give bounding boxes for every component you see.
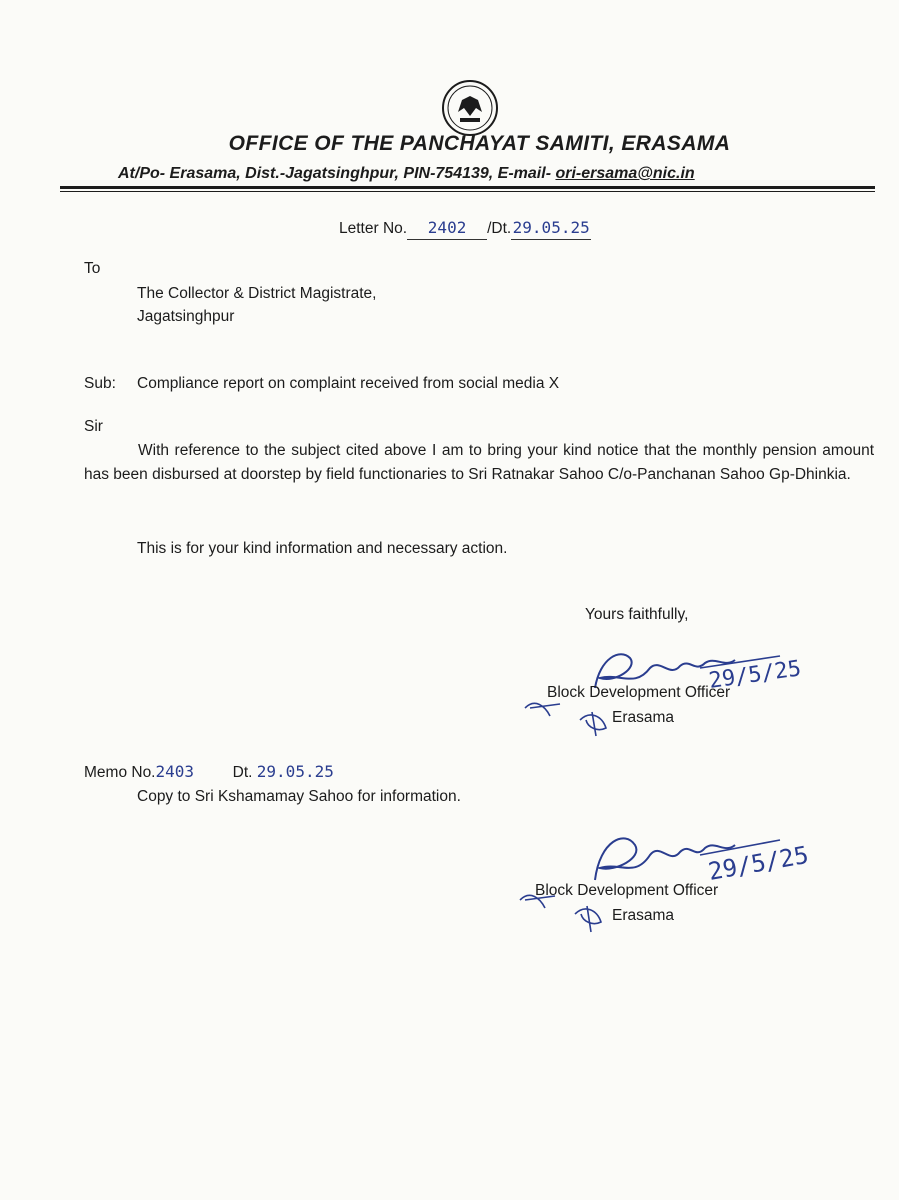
memo-no-label: Memo No.: [84, 764, 156, 781]
subject-text: Compliance report on complaint received from social media X: [137, 375, 560, 392]
salutation: Sir: [84, 418, 103, 435]
to-label: To: [84, 260, 101, 277]
header-rule-thick: [60, 186, 875, 189]
signature-2: [515, 810, 845, 940]
office-address: [118, 165, 695, 183]
subject-label: Sub:: [84, 375, 116, 392]
letter-date-value: 29.05.25: [511, 216, 591, 240]
memo-date-value: 29.05.25: [256, 762, 334, 781]
addressee-line-1: The Collector & District Magistrate,: [137, 285, 377, 302]
closing-line: This is for your kind information and necessary action.: [137, 540, 508, 557]
place-2: Erasama: [612, 907, 675, 924]
memo-date-label: Dt.: [232, 764, 253, 781]
memo-no-value: 2403: [155, 762, 195, 781]
yours-faithfully: Yours faithfully,: [585, 606, 689, 623]
body-paragraph: With reference to the subject cited above I am to bring your kind notice that the monthly pension amount has been disbursed at doorstep by field functionaries to Sri Ratnakar Sahoo C/o-Panchanan Sahoo Gp-Dhinkia.: [84, 442, 874, 483]
email-link[interactable]: ori-ersama@nic.in: [555, 165, 695, 182]
designation-1: Block Development Officer: [547, 684, 731, 701]
state-emblem-icon: [440, 78, 500, 138]
svg-text:29/5/25: 29/5/25: [707, 656, 803, 694]
place-1: Erasama: [612, 709, 675, 726]
letter-number-line: [339, 216, 591, 240]
office-title: OFFICE OF THE PANCHAYAT SAMITI, ERASAMA: [228, 132, 731, 155]
letter-no-value: 2402: [407, 216, 487, 240]
copy-to-line: Copy to Sri Kshamamay Sahoo for information.: [137, 788, 461, 805]
svg-text:29/5/25: 29/5/25: [706, 840, 811, 886]
memo-line: [84, 760, 334, 784]
letter-no-label: Letter No.: [339, 220, 408, 237]
header-rule-thin: [60, 191, 875, 192]
designation-2: Block Development Officer: [535, 882, 719, 899]
addressee-line-2: Jagatsinghpur: [137, 308, 235, 325]
letter-date-label: /Dt.: [487, 220, 512, 237]
address-text: At/Po- Erasama, Dist.-Jagatsinghpur, PIN-754139, E-mail-: [118, 165, 556, 182]
